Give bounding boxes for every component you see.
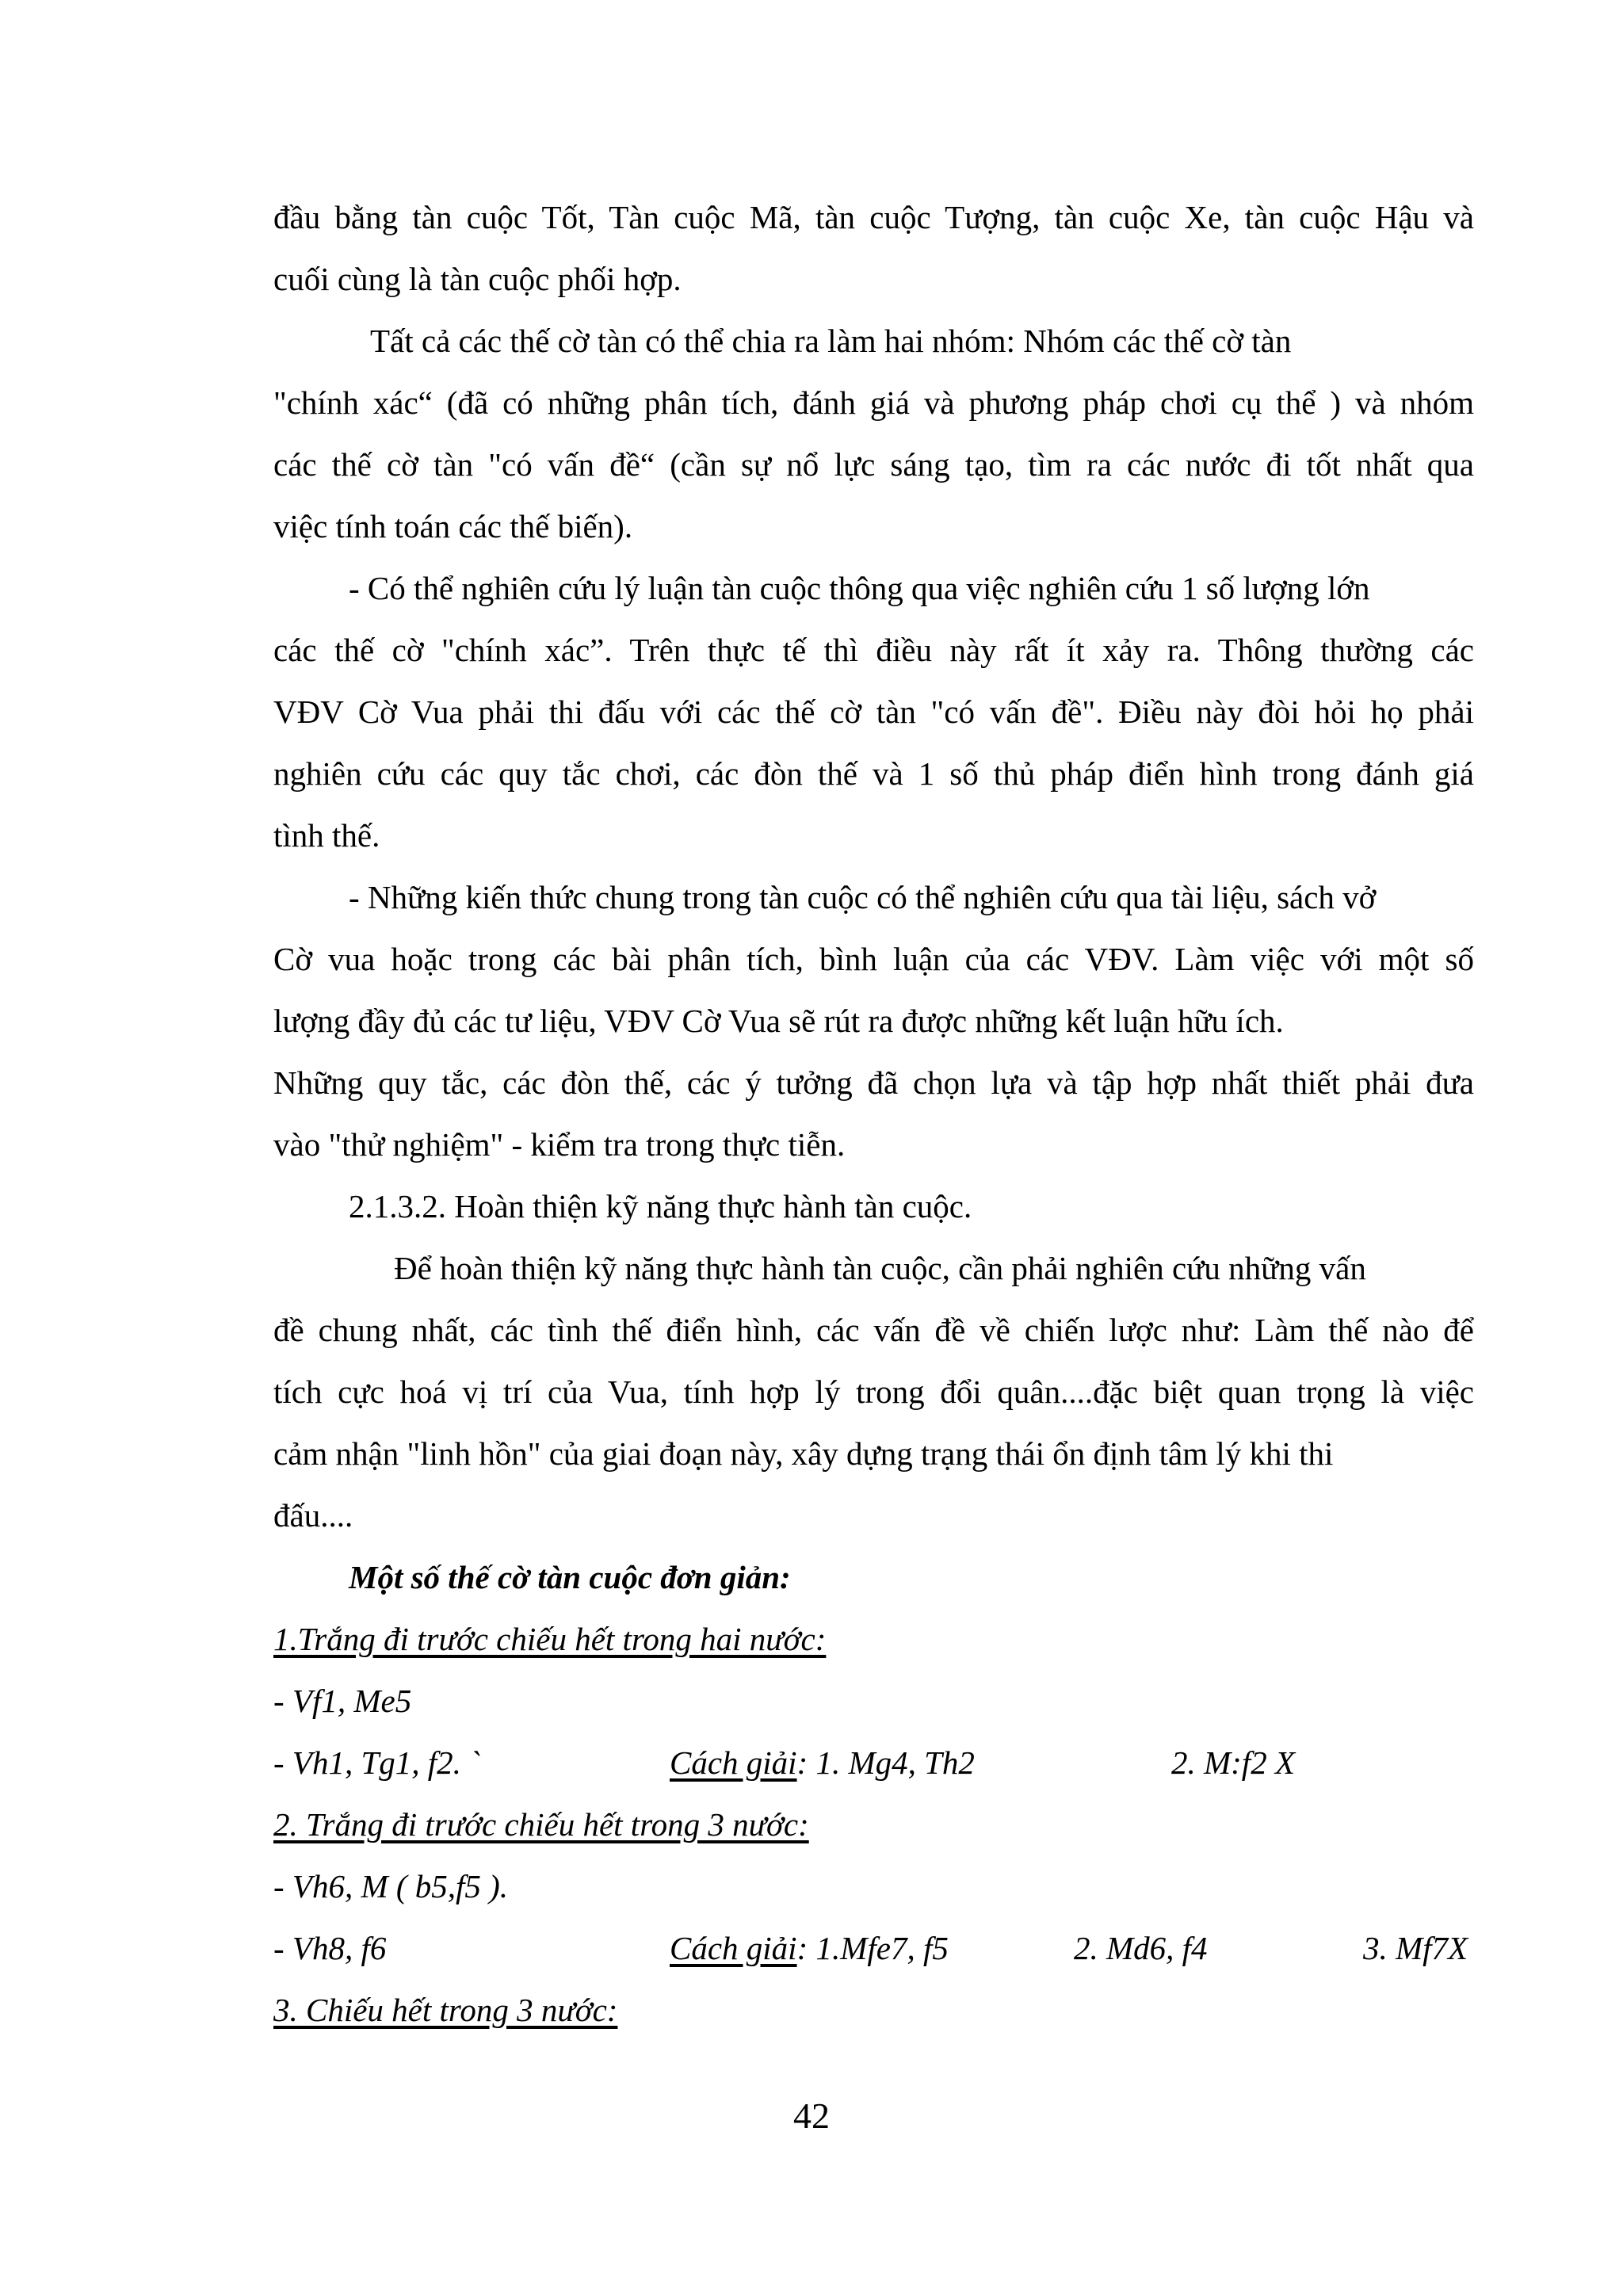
subsection-heading: 2.1.3.2. Hoàn thiện kỹ năng thực hành tàn cuộc.	[349, 1188, 972, 1224]
body-line: đề chung nhất, các tình thế điển hình, các vấn đề về chiến lược như: Làm thế nào để	[273, 1312, 1474, 1348]
body-line: việc tính toán các thế biến).	[273, 508, 633, 544]
body-line: lượng đầy đủ các tư liệu, VĐV Cờ Vua sẽ rút ra được những kết luận hữu ích.	[273, 1003, 1284, 1039]
solution-label: Cách giải	[670, 1930, 797, 1966]
body-line: VĐV Cờ Vua phải thi đấu với các thế cờ tàn "có vấn đề". Điều này đòi hỏi họ phải	[273, 693, 1474, 730]
body-line: các thế cờ tàn "có vấn đề“ (cần sự nổ lực sáng tạo, tìm ra các nước đi tốt nhất qua	[273, 446, 1474, 483]
body-line: "chính xác“ (đã có những phân tích, đánh giá và phương pháp chơi cụ thể ) và nhóm	[273, 384, 1474, 421]
exercise-2-move-2: 2. Md6, f4	[1074, 1930, 1208, 1966]
solution-move-1: : 1. Mg4, Th2	[796, 1744, 975, 1781]
exercise-2-solution	[670, 1928, 949, 1968]
body-line: - Có thể nghiên cứu lý luận tàn cuộc thông qua việc nghiên cứu 1 số lượng lớn	[349, 570, 1370, 606]
exercise-1-position-white: - Vh1, Tg1, f2. `	[273, 1744, 480, 1781]
body-line: cảm nhận "linh hồn" của giai đoạn này, xây dựng trạng thái ổn định tâm lý khi thi	[273, 1435, 1334, 1472]
exercise-1-title: 1.Trắng đi trước chiếu hết trong hai nước:	[273, 1621, 827, 1657]
exercise-1-position-black: - Vf1, Me5	[273, 1683, 412, 1719]
exercise-2-position-black: - Vh8, f6	[273, 1930, 387, 1966]
body-line: đầu bằng tàn cuộc Tốt, Tàn cuộc Mã, tàn cuộc Tượng, tàn cuộc Xe, tàn cuộc Hậu và	[273, 199, 1474, 235]
section-heading: Một số thế cờ tàn cuộc đơn giản:	[349, 1559, 791, 1595]
body-line: vào "thử nghiệm" - kiểm tra trong thực tiễn.	[273, 1126, 846, 1163]
body-line: tình thế.	[273, 817, 380, 854]
body-line: Để hoàn thiện kỹ năng thực hành tàn cuộc, cần phải nghiên cứu những vấn	[394, 1250, 1366, 1286]
body-line: các thế cờ "chính xác”. Trên thực tế thì điều này rất ít xảy ra. Thông thường các	[273, 632, 1474, 668]
solution-move-1: : 1.Mfe7, f5	[796, 1930, 949, 1966]
body-line: Cờ vua hoặc trong các bài phân tích, bình luận của các VĐV. Làm việc với một số	[273, 941, 1474, 977]
body-line: Tất cả các thế cờ tàn có thể chia ra làm hai nhóm: Nhóm các thế cờ tàn	[370, 323, 1292, 359]
exercise-2-move-3: 3. Mf7X	[1363, 1930, 1468, 1966]
exercise-3-title: 3. Chiếu hết trong 3 nước:	[273, 1992, 618, 2028]
solution-label: Cách giải	[670, 1744, 797, 1781]
exercise-1-move-2: 2. M:f2 X	[1171, 1744, 1295, 1781]
page-number: 42	[793, 2095, 830, 2136]
body-line: Những quy tắc, các đòn thế, các ý tưởng đã chọn lựa và tập hợp nhất thiết phải đưa	[273, 1064, 1474, 1101]
exercise-1-solution	[670, 1743, 975, 1782]
body-line: tích cực hoá vị trí của Vua, tính hợp lý trong đổi quân....đặc biệt quan trọng là việc	[273, 1373, 1474, 1410]
exercise-2-position-white: - Vh6, M ( b5,f5 ).	[273, 1868, 509, 1904]
exercise-2-title: 2. Trắng đi trước chiếu hết trong 3 nước:	[273, 1806, 809, 1843]
body-line: nghiên cứu các quy tắc chơi, các đòn thế và 1 số thủ pháp điển hình trong đánh giá	[273, 755, 1474, 792]
body-line: cuối cùng là tàn cuộc phối hợp.	[273, 261, 682, 297]
body-line: - Những kiến thức chung trong tàn cuộc có thể nghiên cứu qua tài liệu, sách vở	[349, 879, 1377, 915]
body-line: đấu....	[273, 1497, 353, 1534]
